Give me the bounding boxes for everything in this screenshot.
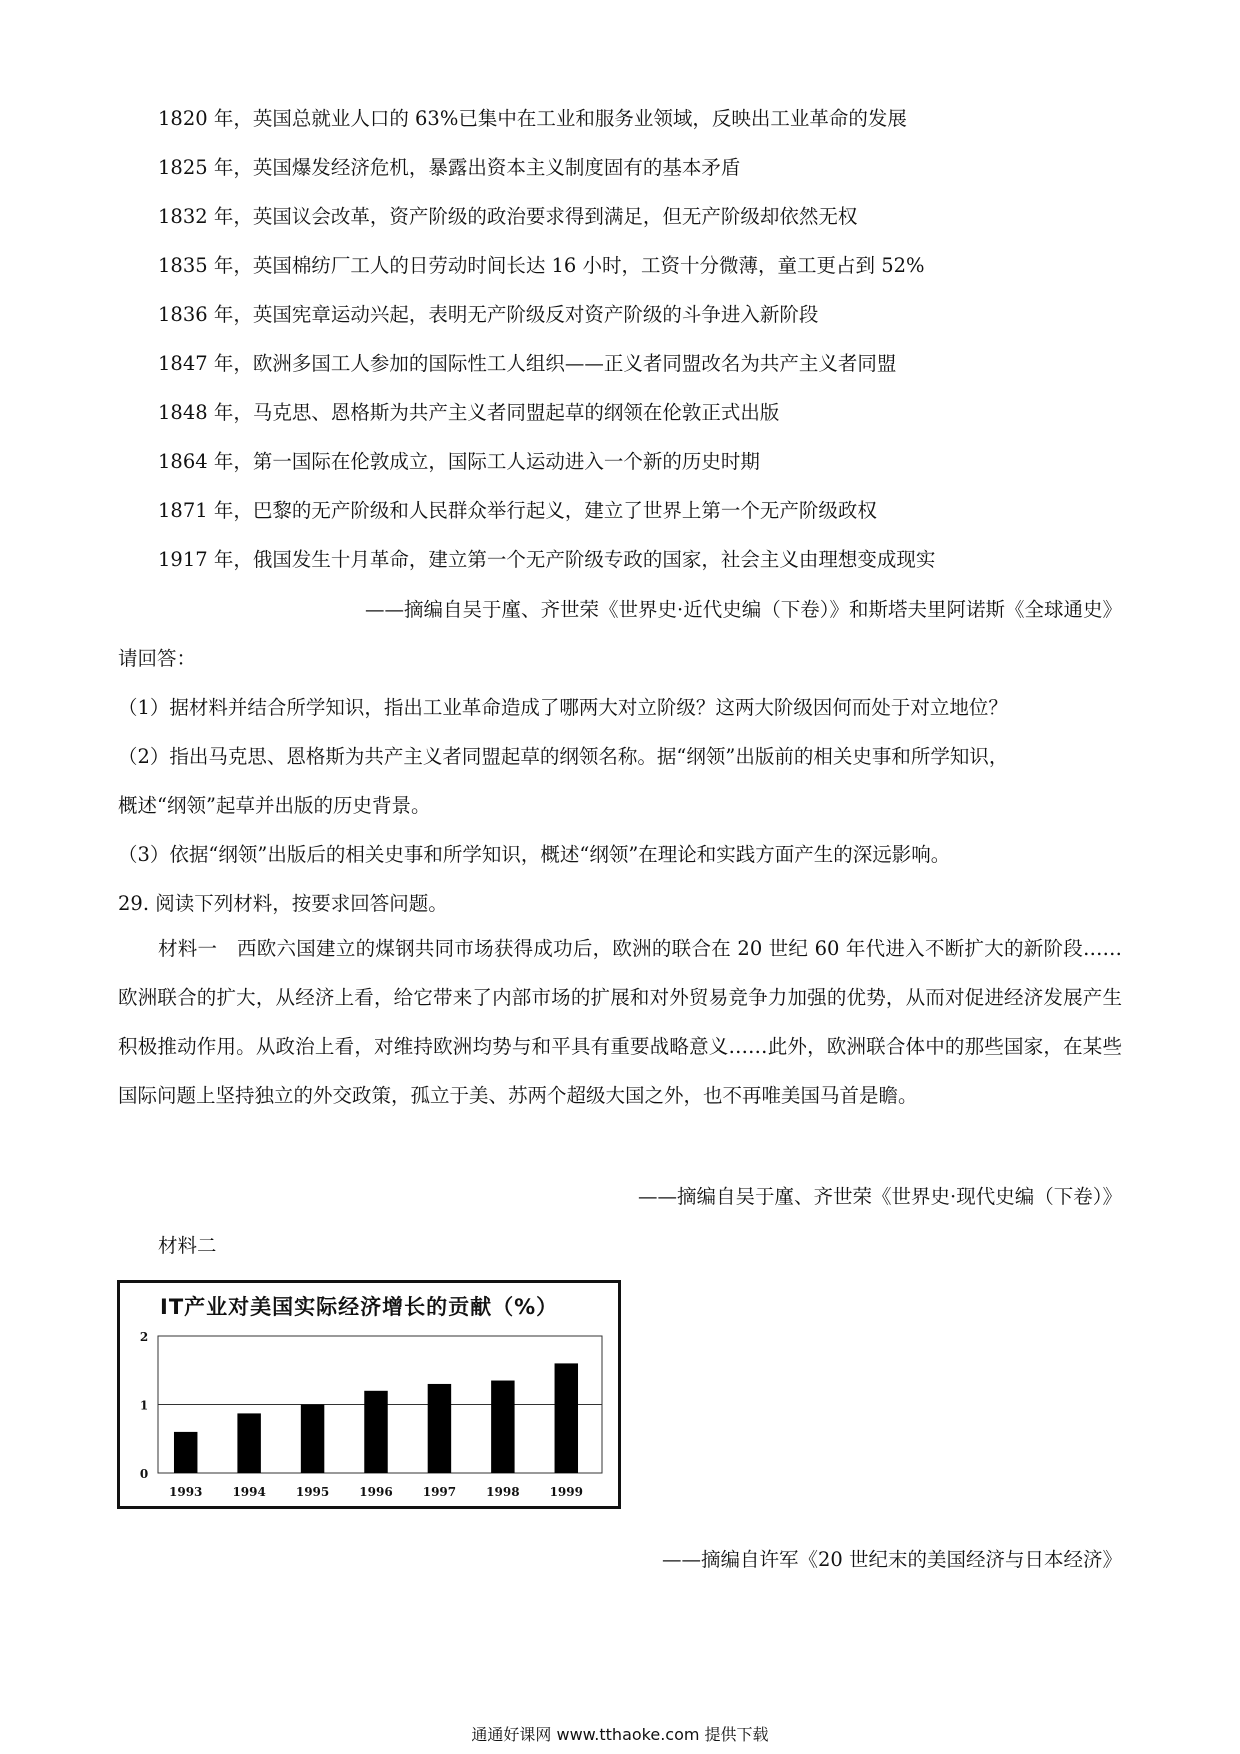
question-3: （3）依据“纲领”出版后的相关史事和所学知识，概述“纲领”在理论和实践方面产生的深远影响。 [118, 843, 951, 866]
timeline-item: 1825 年，英国爆发经济危机，暴露出资本主义制度固有的基本矛盾 [158, 156, 741, 179]
timeline-item: 1820 年，英国总就业人口的 63%已集中在工业和服务业领域，反映出工业革命的发展 [158, 107, 907, 130]
answer-prompt: 请回答： [118, 647, 197, 670]
bar-1996 [364, 1391, 387, 1473]
bar-1997 [428, 1384, 451, 1473]
timeline-item: 1848 年，马克思、恩格斯为共产主义者同盟起草的纲领在伦敦正式出版 [158, 401, 780, 424]
timeline-item: 1835 年，英国棉纺厂工人的日劳动时间长达 16 小时，工资十分微薄，童工更占到 52% [158, 254, 925, 277]
x-tick-label: 1993 [169, 1485, 203, 1499]
x-tick-label: 1997 [422, 1485, 457, 1499]
material-1-text: 材料一 西欧六国建立的煤钢共同市场获得成功后，欧洲的联合在 20 世纪 60 年代进入不断扩大的新阶段……欧洲联合的扩大，从经济上看，给它带来了内部市场的扩展和对外贸易竞争力加强的优势，从而对促进经济发展产生积极推动作用。从政治上看，对维持欧洲均势与和平具有重要战略意义……此外，欧洲联合体中的那些国家，在某些国际问题上坚持独立的外交政策，孤立于美、苏两个超级大国之外，也不再唯美国马首是瞻。 [118, 937, 1122, 1107]
y-tick-label: 2 [139, 1330, 149, 1344]
material-2-source: ——摘编自许军《20 世纪末的美国经济与日本经济》 [661, 1548, 1122, 1571]
x-tick-label: 1995 [295, 1485, 330, 1499]
source-citation: ——摘编自吴于廑、齐世荣《世界史·近代史编（下卷）》和斯塔夫里阿诺斯《全球通史》 [365, 598, 1122, 621]
page-footer: 通通好课网 www.tthaoke.com 提供下载 [471, 1725, 769, 1744]
y-tick-label: 0 [139, 1467, 149, 1481]
bar-1998 [491, 1381, 514, 1473]
chart-title: IT产业对美国实际经济增长的贡献（%） [160, 1295, 559, 1319]
question-29-heading: 29. 阅读下列材料，按要求回答问题。 [118, 892, 448, 915]
chart-plot [120, 1283, 618, 1506]
question-2: （2）指出马克思、恩格斯为共产主义者同盟起草的纲领名称。据“纲领”出版前的相关史事和所学知识， [118, 745, 1009, 768]
bar-1993 [174, 1432, 197, 1473]
x-tick-label: 1998 [486, 1485, 520, 1499]
timeline-item: 1832 年，英国议会改革，资产阶级的政治要求得到满足，但无产阶级却依然无权 [158, 205, 858, 228]
timeline-item: 1864 年，第一国际在伦敦成立，国际工人运动进入一个新的历史时期 [158, 450, 760, 473]
y-tick-label: 1 [139, 1398, 149, 1413]
material-1-source: ——摘编自吴于廑、齐世荣《世界史·现代史编（下卷）》 [638, 1185, 1122, 1208]
bar-chart [117, 1280, 621, 1509]
x-tick-label: 1994 [232, 1485, 266, 1499]
timeline-item: 1917 年，俄国发生十月革命，建立第一个无产阶级专政的国家，社会主义由理想变成现实 [158, 548, 936, 571]
question-1: （1）据材料并结合所学知识，指出工业革命造成了哪两大对立阶级？这两大阶级因何而处于对立地位？ [118, 696, 1008, 719]
bar-1999 [555, 1363, 578, 1473]
bar-1995 [301, 1405, 324, 1474]
bar-1994 [237, 1413, 260, 1473]
question-2-continued: 概述“纲领”起草并出版的历史背景。 [118, 794, 431, 817]
material-2-label: 材料二 [158, 1234, 217, 1257]
x-tick-label: 1996 [359, 1485, 393, 1499]
timeline-item: 1836 年，英国宪章运动兴起，表明无产阶级反对资产阶级的斗争进入新阶段 [158, 303, 819, 326]
timeline-item: 1847 年，欧洲多国工人参加的国际性工人组织——正义者同盟改名为共产主义者同盟 [158, 352, 897, 375]
x-tick-label: 1999 [549, 1485, 583, 1499]
timeline-item: 1871 年，巴黎的无产阶级和人民群众举行起义，建立了世界上第一个无产阶级政权 [158, 499, 877, 522]
